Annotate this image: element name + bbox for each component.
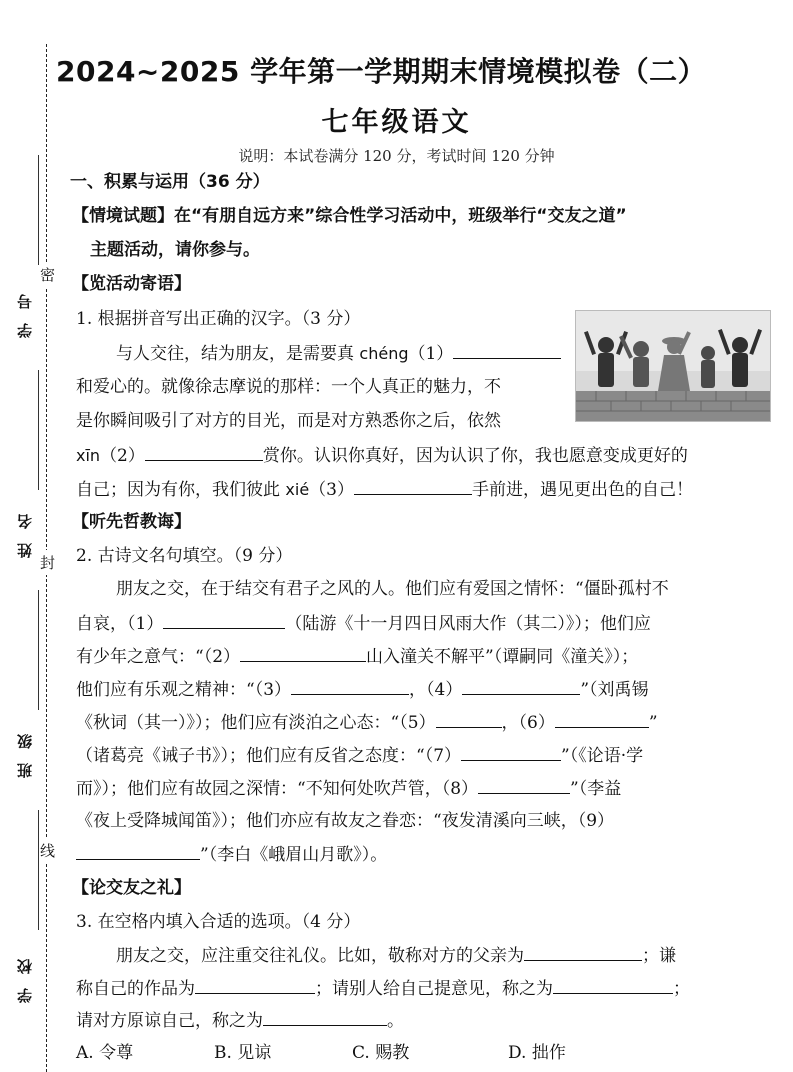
fill-line-student-id: [38, 155, 39, 265]
friends-photo: [575, 310, 771, 422]
blank-q1-1[interactable]: [453, 342, 561, 359]
q1-line-3: 是你瞬间吸引了对方的目光，而是对方熟悉你之后，依然: [76, 411, 501, 431]
exam-subtitle: 七年级语文: [321, 107, 472, 138]
q1-line-4: xīn（2） 赏你。认识你真好，因为认识了你，我也愿意变成更好的: [76, 446, 688, 466]
q1-title: 1. 根据拼音写出正确的汉字。（3 分）: [76, 309, 361, 329]
q2-line-7: 而》）；他们应有故园之深情：“不知何处吹芦管，（8） ”（李益: [76, 779, 622, 799]
pinyin-xie: xié: [285, 480, 310, 499]
q2-title: 2. 古诗文名句填空。（9 分）: [76, 546, 293, 566]
part3-heading: 【论交友之礼】: [72, 878, 191, 898]
q2-line-9: ”（李白《峨眉山月歌》）。: [76, 843, 387, 866]
blank-q3-2[interactable]: [195, 977, 315, 994]
label-student-id: 学号: [16, 280, 34, 338]
q2-line-6: （诸葛亮《诫子书》）；他们应有反省之态度：“（7） ”（《论语·学: [76, 746, 644, 766]
q2-line-2: 自哀，（1） （陆游《十一月四日风雨大作（其二）》）；他们应: [76, 614, 651, 634]
exam-title: 2024~2025 学年第一学期期末情境模拟卷（二）: [56, 55, 707, 88]
q3-line-1: 朋友之交，应注重交往礼仪。比如，敬称对方的父亲为 ；谦: [116, 946, 676, 966]
section-heading: 一、积累与运用（36 分）: [70, 172, 270, 192]
blank-q2-8[interactable]: [478, 777, 570, 794]
blank-q3-1[interactable]: [524, 944, 642, 961]
blank-q2-7[interactable]: [461, 744, 561, 761]
label-name: 姓名: [16, 500, 34, 558]
q2-line-3: 有少年之意气：“（2） 山入潼关不解平”（谭嗣同《潼关》）；: [76, 647, 639, 667]
seal-mi: 密: [40, 262, 55, 287]
fill-line-name: [38, 370, 39, 490]
q2-line-8: 《夜上受降城闻笛》）；他们亦应有故友之眷恋：“夜发清溪向三峡，（9）: [76, 811, 615, 831]
context-line-1: 【情境试题】在“有朋自远方来”综合性学习活动中，班级举行“交友之道”: [72, 206, 627, 226]
fill-line-school: [38, 810, 39, 930]
blank-q2-3[interactable]: [291, 678, 409, 695]
q2-line-5: 《秋词（其一）》）；他们应有淡泊之心态：“（5） ，（6） ”: [76, 713, 658, 733]
blank-q1-2[interactable]: [145, 444, 263, 461]
fill-line-class: [38, 590, 39, 710]
blank-q2-2[interactable]: [240, 645, 366, 662]
q1-line-2: 和爱心的。就像徐志摩说的那样：一个人真正的魅力，不: [76, 377, 501, 397]
context-line-2: 主题活动，请你参与。: [90, 240, 260, 260]
q3-line-2: 称自己的作品为 ；请别人给自己提意见，称之为 ；: [76, 979, 690, 999]
option-b[interactable]: B. 见谅: [214, 1043, 272, 1063]
q3-title: 3. 在空格内填入合适的选项。（4 分）: [76, 912, 361, 932]
option-c[interactable]: C. 赐教: [352, 1043, 410, 1063]
q3-line-3: 请对方原谅自己，称之为 。: [76, 1011, 404, 1031]
pinyin-xin: xīn: [76, 446, 101, 465]
part1-heading: 【览活动寄语】: [72, 274, 191, 294]
blank-q3-4[interactable]: [263, 1009, 387, 1026]
blank-q2-1[interactable]: [163, 612, 285, 629]
seal-feng: 封: [40, 550, 55, 575]
blank-q2-9[interactable]: [76, 843, 200, 860]
option-d[interactable]: D. 拙作: [508, 1043, 566, 1063]
exam-note: 说明：本试卷满分 120 分，考试时间 120 分钟: [238, 147, 555, 165]
pinyin-cheng: chéng: [359, 344, 409, 363]
blank-q3-3[interactable]: [553, 977, 673, 994]
option-a[interactable]: A. 令尊: [76, 1043, 134, 1063]
blank-q2-6[interactable]: [555, 711, 649, 728]
label-class: 班级: [16, 720, 34, 778]
seal-xian: 线: [40, 838, 55, 863]
q1-line-1: 与人交往，结为朋友，是需要真 chéng（1）: [116, 342, 561, 365]
blank-q2-4[interactable]: [462, 678, 580, 695]
blank-q1-3[interactable]: [354, 478, 472, 495]
blank-q2-5[interactable]: [436, 711, 502, 728]
part2-heading: 【听先哲教诲】: [72, 512, 191, 532]
q3-options: [76, 1042, 566, 1064]
q2-line-1: 朋友之交，在于结交有君子之风的人。他们应有爱国之情怀：“僵卧孤村不: [116, 579, 669, 599]
label-school: 学校: [16, 945, 34, 1003]
q2-line-4: 他们应有乐观之精神：“（3） ，（4） ”（刘禹锡: [76, 680, 649, 700]
q1-line-5: 自己；因为有你，我们彼此 xié（3） 手前进，遇见更出色的自己！: [76, 480, 693, 500]
